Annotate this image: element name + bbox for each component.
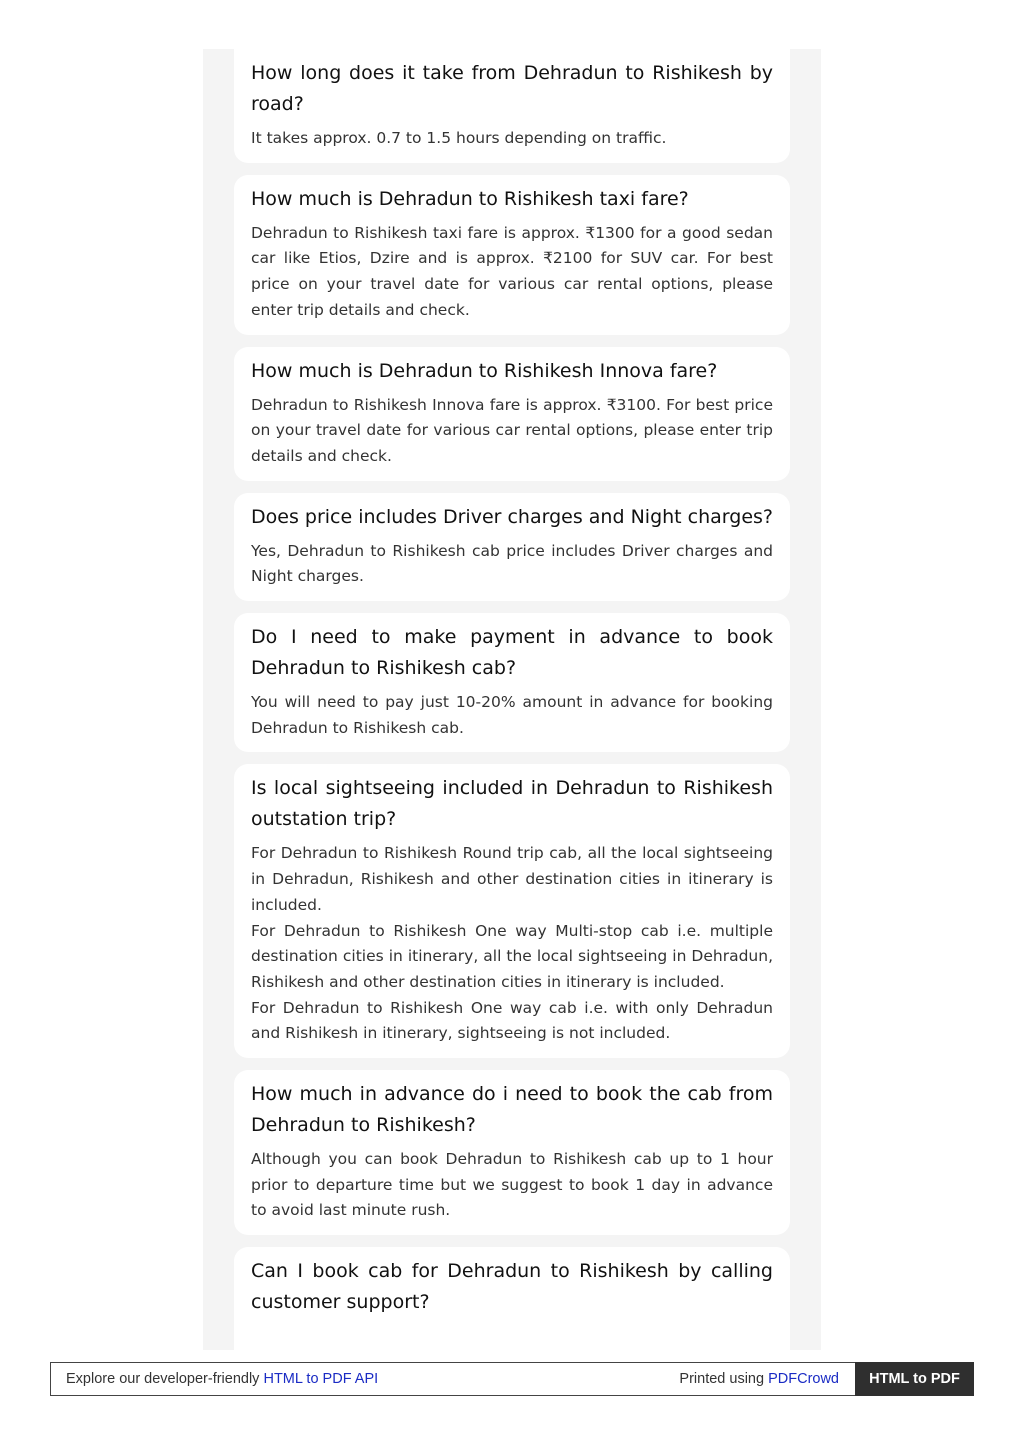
faq-list [234,49,790,1371]
html-to-pdf-api-link[interactable]: HTML to PDF API [263,1371,379,1387]
faq-answer: Yes, Dehradun to Rishikesh cab price includes Driver charges and Night charges. [251,541,773,586]
footer-promo [66,1371,378,1387]
faq-question: How much in advance do i need to book the cab from Dehradun to Rishikesh? [251,1083,773,1137]
faq-answer-line: For Dehradun to Rishikesh Round trip cab, all the local sightseeing in Dehradun, Rishikesh and other destination cities in itinerary is included. [251,844,773,914]
html-to-pdf-button[interactable]: HTML to PDF [855,1362,974,1396]
faq-item [234,175,790,335]
faq-answer: It takes approx. 0.7 to 1.5 hours depending on traffic. [251,129,667,147]
footer-printed-text: Printed using [679,1371,769,1387]
faq-item [234,1070,790,1235]
faq-answer: Although you can book Dehradun to Rishikesh cab up to 1 hour prior to departure time but we suggest to book 1 day in advance to avoid last minute rush. [251,1150,773,1220]
faq-question: Is local sightseeing included in Dehradun to Rishikesh outstation trip? [251,777,773,831]
faq-answer-line: For Dehradun to Rishikesh One way Multi-stop cab i.e. multiple destination cities in itinerary, all the local sightseeing in Dehradun, Rishikesh and other destination cities in itinerary is included. [251,921,773,991]
pdfcrowd-link[interactable]: PDFCrowd [768,1371,839,1387]
faq-question: How long does it take from Dehradun to Rishikesh by road? [251,62,773,115]
faq-item [234,1247,790,1371]
faq-question: How much is Dehradun to Rishikesh taxi fare? [251,187,689,210]
faq-question: Can I book cab for Dehradun to Rishikesh by calling customer support? [251,1260,773,1314]
faq-item [234,493,790,601]
faq-answer: You will need to pay just 10-20% amount in advance for booking Dehradun to Rishikesh cab. [251,693,773,737]
footer-promo-text: Explore our developer-friendly [66,1371,264,1387]
faq-item [234,347,790,481]
faq-answer: Dehradun to Rishikesh Innova fare is approx. ₹3100. For best price on your travel date for various car rental options, please enter trip details and check. [251,395,773,465]
faq-item [234,49,790,163]
faq-question: How much is Dehradun to Rishikesh Innova fare? [251,359,718,382]
faq-item [234,764,790,1058]
faq-answer-line: For Dehradun to Rishikesh One way cab i.e. with only Dehradun and Rishikesh in itinerary, sightseeing is not included. [251,998,773,1043]
faq-item [234,613,790,752]
faq-question: Do I need to make payment in advance to book Dehradun to Rishikesh cab? [251,626,773,680]
footer-printed-using [679,1371,839,1387]
faq-answer [251,841,773,1047]
faq-answer: Dehradun to Rishikesh taxi fare is approx. ₹1300 for a good sedan car like Etios, Dzire and is approx. ₹2100 for SUV car. For best price on your travel date for various car rental options, please enter trip details and check. [251,223,773,319]
pdf-footer-bar [50,1362,974,1396]
faq-question: Does price includes Driver charges and Night charges? [251,505,773,528]
